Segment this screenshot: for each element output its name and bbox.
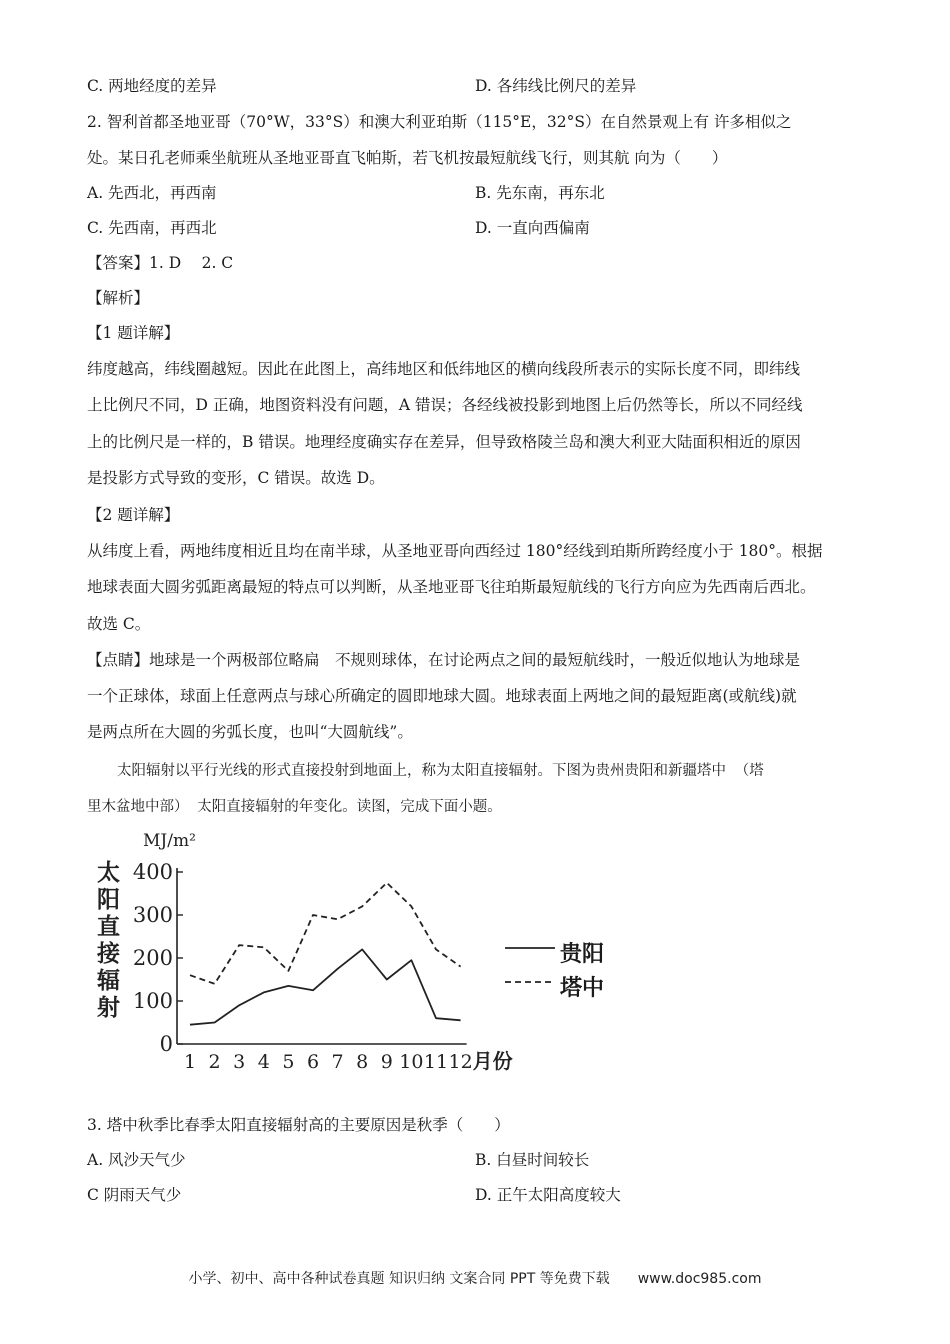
legend-label-guiyang: 贵阳: [560, 941, 605, 967]
q2-detail-heading: 【2 题详解】: [87, 506, 180, 524]
y-tick-label: 400: [132, 860, 173, 884]
x-tick-label: 8: [356, 1051, 369, 1073]
intro-line2: 里木盆地中部） 太阳直接辐射的年变化。读图，完成下面小题。: [87, 799, 502, 815]
y-label-char: 接: [97, 940, 120, 967]
q1-detail-line: 上的比例尺是一样的，B 错误。地理经度确实存在差异，但导致格陵兰岛和澳大利亚大陆面积相近的原因: [87, 433, 801, 451]
x-tick-label: 9: [380, 1051, 393, 1073]
q2-option-c: C. 先西南，再西北: [87, 219, 217, 237]
radiation-line-chart: [95, 822, 555, 1077]
q2-stem-line1: 2. 智利首都圣地亚哥（70°W，33°S）和澳大利亚珀斯（115°E，32°S）在自然景观上有 许多相似之: [87, 113, 792, 131]
x-tick-label: 7: [331, 1051, 344, 1073]
x-tick-label: 4: [257, 1051, 270, 1073]
y-label-char: 直: [97, 913, 120, 940]
x-tick-label: 10: [399, 1051, 424, 1073]
q1-detail-line: 上比例尺不同，D 正确，地图资料没有问题，A 错误；各经线被投影到地图上后仍然等长，所以不同经线: [87, 396, 803, 414]
y-label-char: 辐: [97, 967, 120, 994]
x-tick-label: 1: [183, 1051, 197, 1073]
q1-option-c: C. 两地经度的差异: [87, 77, 217, 95]
y-tick-label: 300: [132, 903, 173, 927]
intro-line1: 太阳辐射以平行光线的形式直接投射到地面上，称为太阳直接辐射。下图为贵州贵阳和新疆塔中 （塔: [117, 763, 764, 779]
answer-row: [87, 253, 233, 273]
y-unit-label: MJ/m²: [143, 831, 196, 851]
q2-detail-line: 地球表面大圆劣弧距离最短的特点可以判断，从圣地亚哥飞往珀斯最短航线的飞行方向应为先西南后西北。: [87, 578, 816, 596]
tip-text: 地球是一个两极部位略扁 不规则球体，在讨论两点之间的最短航线时，一般近似地认为地球是: [149, 651, 801, 669]
y-tick-label: 200: [132, 946, 173, 970]
x-tick-label: 11: [423, 1051, 449, 1073]
series-line-tazhong: [190, 883, 461, 984]
y-label-char: 太: [97, 859, 120, 886]
legend-label-tazhong: 塔中: [560, 975, 605, 1001]
q1-detail-line: 是投影方式导致的变形，C 错误。故选 D。: [87, 469, 385, 487]
q1-option-d: D. 各纬线比例尺的差异: [475, 77, 637, 95]
tip-label: 【点睛】: [87, 651, 150, 669]
q2-option-a: A. 先西北，再西南: [87, 184, 217, 202]
q3-option-d: D. 正午太阳高度较大: [475, 1186, 621, 1204]
q2-option-b: B. 先东南，再东北: [475, 184, 605, 202]
y-label-char: 射: [97, 994, 120, 1021]
tip-line: 是两点所在大圆的劣弧长度，也叫“大圆航线”。: [87, 723, 413, 741]
q2-detail-line: 故选 C。: [87, 615, 151, 633]
q1-detail-heading: 【1 题详解】: [87, 324, 180, 342]
x-tick-label: 6: [306, 1051, 320, 1073]
q3-option-b: B. 白昼时间较长: [475, 1151, 590, 1169]
tip-line: [87, 650, 800, 670]
y-label-char: 阳: [97, 886, 120, 913]
x-tick-label: 5: [282, 1051, 295, 1073]
x-axis-label: 月份: [472, 1049, 513, 1073]
tip-line: 一个正球体，球面上任意两点与球心所确定的圆即地球大圆。地球表面上两地之间的最短距离(或航线)就: [87, 687, 797, 705]
y-tick-label: 0: [159, 1032, 173, 1056]
x-tick-label: 2: [208, 1051, 221, 1073]
page-footer: 小学、初中、高中各种试卷真题 知识归纳 文案合同 PPT 等免费下载 www.doc985.com: [188, 1271, 762, 1287]
y-tick-label: 100: [132, 989, 173, 1013]
q1-detail-line: 纬度越高，纬线圈越短。因此在此图上，高纬地区和低纬地区的横向线段所表示的实际长度不同，即纬线: [87, 360, 801, 378]
q2-option-d: D. 一直向西偏南: [475, 219, 590, 237]
x-tick-label: 3: [233, 1051, 246, 1073]
x-tick-label: 12: [448, 1051, 473, 1073]
analysis-label: 【解析】: [87, 289, 150, 307]
answer-label: 【答案】: [87, 254, 150, 272]
q3-stem: 3. 塔中秋季比春季太阳直接辐射高的主要原因是秋季（ ）: [87, 1116, 510, 1134]
answer-text: 1. D 2. C: [149, 254, 234, 272]
q3-option-c: C 阴雨天气少: [87, 1186, 182, 1204]
series-line-guiyang: [190, 949, 461, 1024]
q3-option-a: A. 风沙天气少: [87, 1151, 186, 1169]
q2-stem-line2: 处。某日孔老师乘坐航班从圣地亚哥直飞帕斯，若飞机按最短航线飞行，则其航 向为（ ）: [87, 149, 728, 167]
q2-detail-line: 从纬度上看，两地纬度相近且均在南半球，从圣地亚哥向西经过 180°经线到珀斯所跨经度小于 180°。根据: [87, 542, 823, 560]
